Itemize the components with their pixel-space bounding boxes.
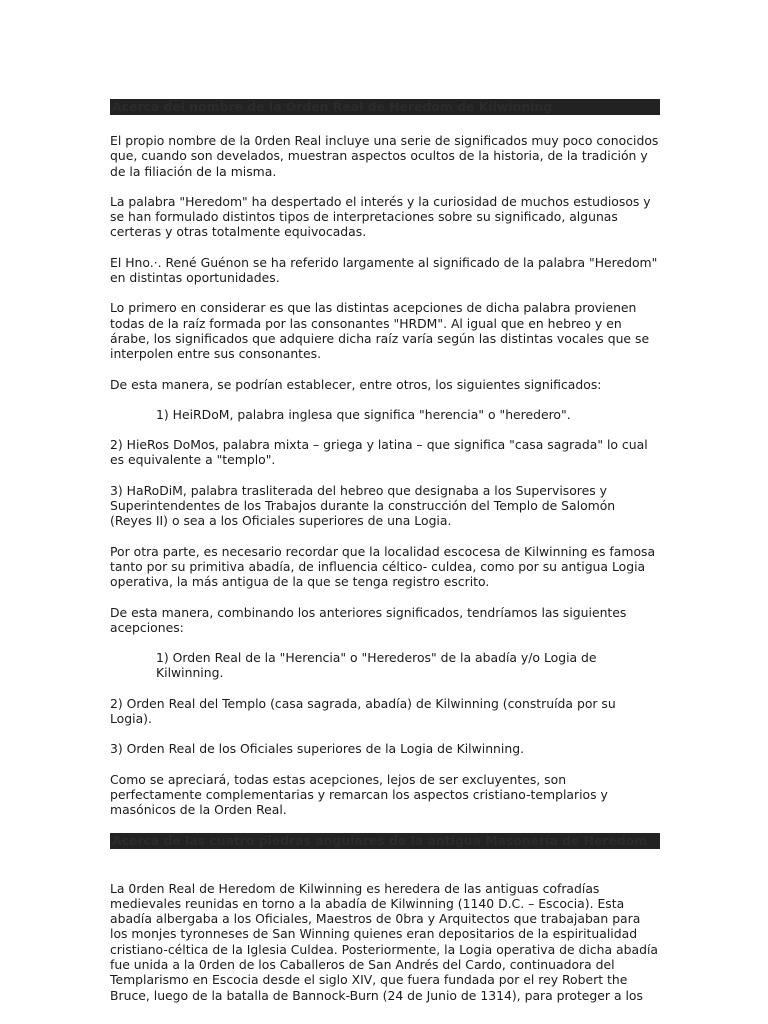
paragraph: La palabra "Heredom" ha despertado el interés y la curiosidad de muchos estudiosos y se han formulado distintos tipos de interpretaciones sobre su significado, algunas certeras y otras totalmente equivocadas. bbox=[110, 193, 651, 240]
paragraph: Lo primero en considerar es que las distintas acepciones de dicha palabra provienen todas de la raíz formada por las consonantes "HRDM". Al igual que en hebreo y en árabe, los significados que adquiere dicha raíz varía según las distintas vocales que se interpolen entre sus consonantes. bbox=[110, 300, 650, 362]
list-item: 3) HaRoDiM, palabra trasliterada del hebreo que designaba a los Supervisores y Superintendentes de los Trabajos durante la construcción del Templo de Salomón (Reyes II) o sea a los Oficiales superiores de una Logia. bbox=[110, 482, 616, 529]
section-heading-name: Acerca del nombre de la Orden Real de Heredom de Kilwinning bbox=[110, 99, 660, 115]
list-item: 3) Orden Real de los Oficiales superiores de la Logia de Kilwinning. bbox=[110, 741, 525, 757]
document-content bbox=[110, 99, 660, 1018]
paragraph: De esta manera, combinando los anteriores significados, tendríamos las siguientes acepciones: bbox=[110, 604, 627, 635]
list-item: 2) HieRos DoMos, palabra mixta – griega y latina – que significa "casa sagrada" lo cual es equivalente a "templo". bbox=[110, 437, 648, 468]
list-item: 2) Orden Real del Templo (casa sagrada, abadía) de Kilwinning (construída por su Logia). bbox=[110, 695, 616, 727]
paragraph: Como se apreciará, todas estas acepciones, lejos de ser excluyentes, son perfectamente complementarias y remarcan los aspectos cristiano-templarios y masónicos de la Orden Real. bbox=[110, 771, 608, 818]
section-heading-cornerstones: Acerca de las cuatro piedras angulares de la antigua Masonería de Heredom bbox=[110, 833, 660, 849]
list-item: 1) Orden Real de la "Herencia" o "Herederos" de la abadía y/o Logia de Kilwinning. bbox=[156, 650, 597, 681]
paragraph: De esta manera, se podrían establecer, entre otros, los siguientes significados: bbox=[110, 376, 602, 392]
paragraph: La 0rden Real de Heredom de Kilwinning es heredera de las antiguas cofradías medievales reunidas en torno a la abadía de Kilwinning (1140 D.C. – Escocia). Esta abadía albergaba a los Oficiales, Maestros de 0bra y Arquitectos que trabajaban para los monjes tyronneses de San Winning quienes eran depositarios de la espiritualidad cristiano-céltica de la Iglesia Culdea. Posteriormente, la Logia operativa de dicha abadía fue unida a la 0rden de los Caballeros de San Andrés del Cardo, continuadora del Templarismo en Escocia desde el siglo XIV, que fuera fundada por el rey Robert the Bruce, luego de la batalla de Bannock-Burn (24 de Junio de 1314), para proteger a los bbox=[110, 880, 659, 1003]
list-item: 1) HeiRDoM, palabra inglesa que significa "herencia" o "heredero". bbox=[156, 406, 571, 422]
paragraph: El propio nombre de la 0rden Real incluye una serie de significados muy poco conocidos que, cuando son develados, muestran aspectos ocultos de la historia, de la tradición y de la filiación de la misma. bbox=[110, 133, 659, 179]
paragraph: El Hno.·. René Guénon se ha referido largamente al significado de la palabra "Heredom" en distintas oportunidades. bbox=[110, 254, 658, 286]
paragraph: Por otra parte, es necesario recordar que la localidad escocesa de Kilwinning es famosa tanto por su primitiva abadía, de influencia céltico- culdea, como por su antigua Logia operativa, la más antigua de la que se tenga registro escrito. bbox=[110, 543, 656, 590]
